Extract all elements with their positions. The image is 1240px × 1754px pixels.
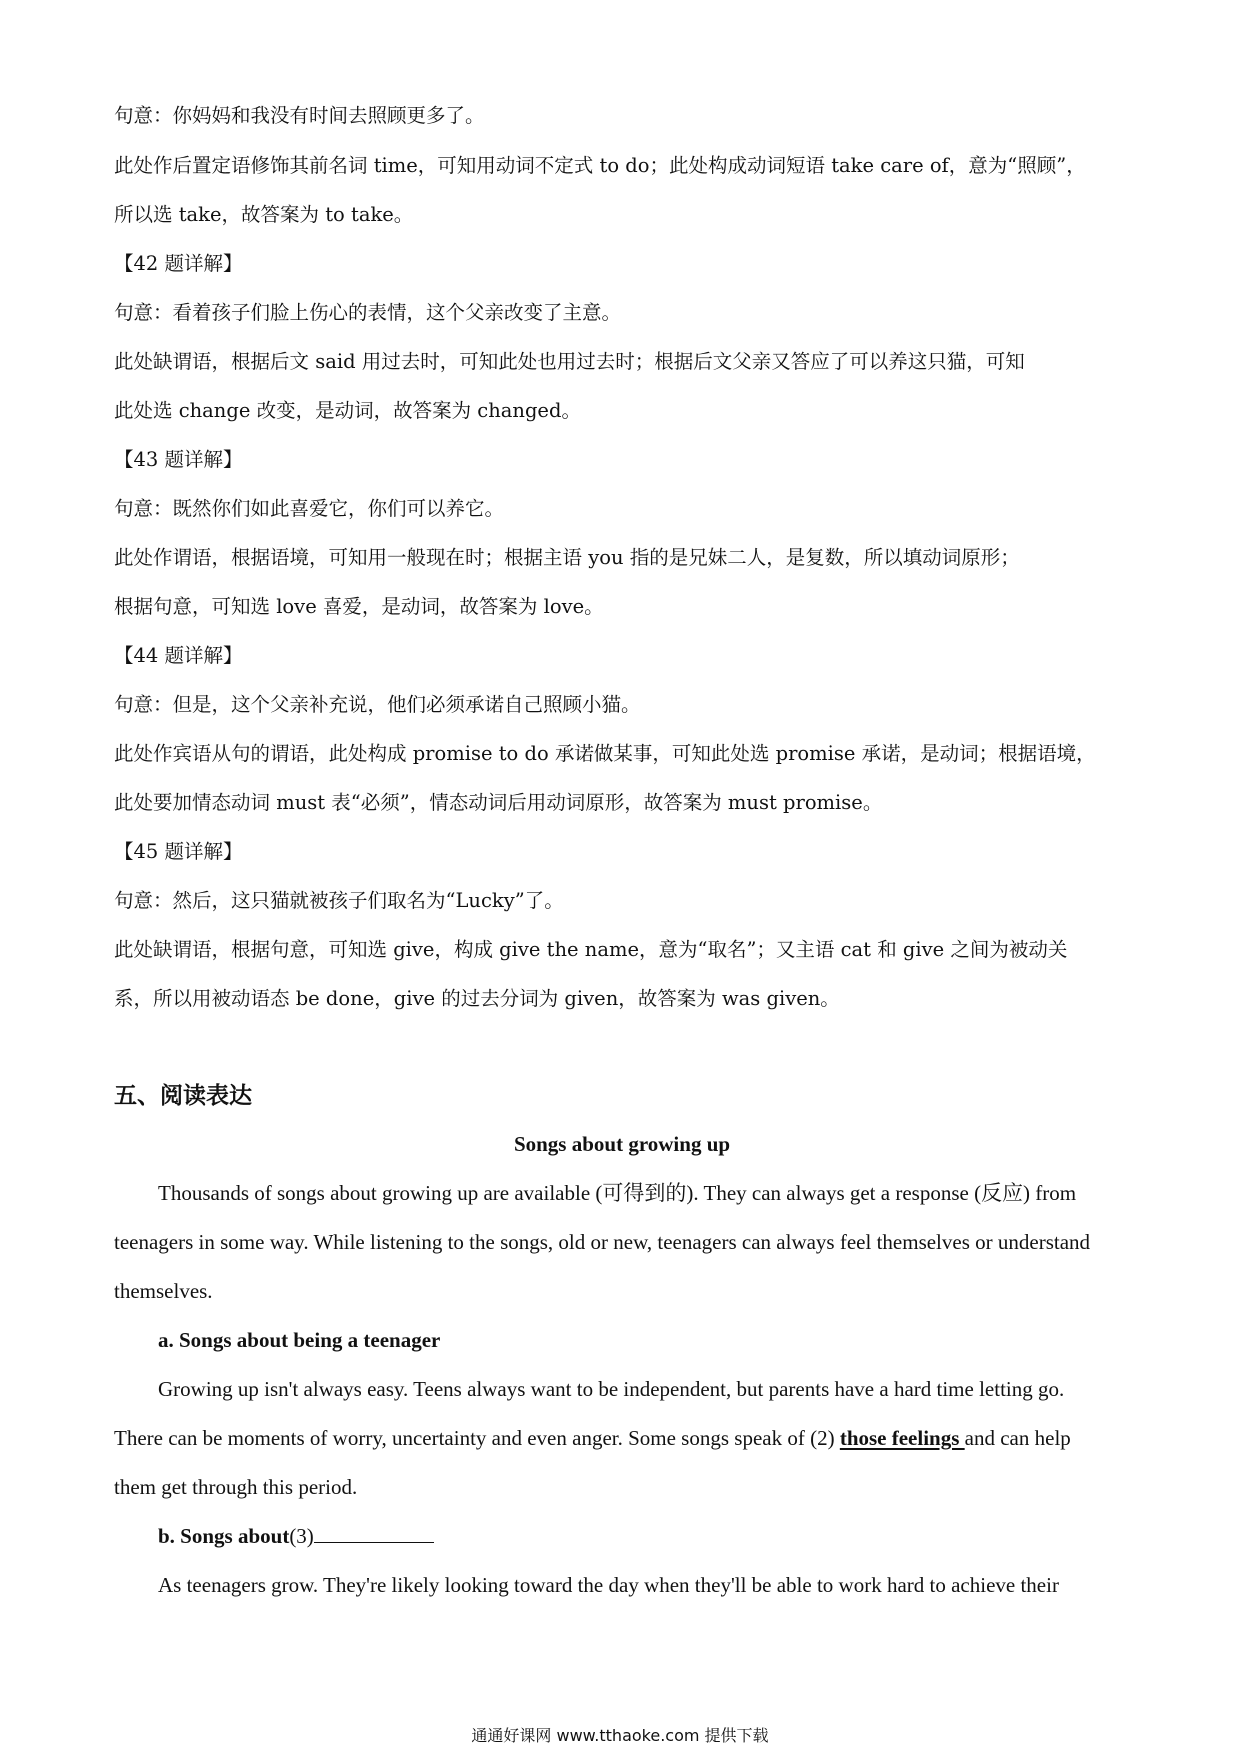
q42-analysis-line-1: 此处缺谓语，根据后文 said 用过去时，可知此处也用过去时；根据后文父亲又答应了可以养这只猫，可知 [114,350,1025,373]
para-a-line-2-post: and can help [964,1426,1071,1450]
passage-title: Songs about growing up [513,1132,731,1156]
subheading-b [158,1521,1130,1551]
q41-analysis-line-1: 此处作后置定语修饰其前名词 time，可知用动词不定式 to do；此处构成动词短语 take care of，意为“照顾”， [114,154,1086,177]
q44-meaning: 句意：但是，这个父亲补充说，他们必须承诺自己照顾小猫。 [114,693,641,716]
q45-header: 【45 题详解】 [114,840,243,863]
q45-meaning: 句意：然后，这只猫就被孩子们取名为“Lucky”了。 [114,889,564,912]
para-a-line-1: Growing up isn't always easy. Teens always want to be independent, but parents have a hard time letting go. [158,1377,1065,1401]
intro-line-2: teenagers in some way. While listening to the songs, old or new, teenagers can always feel themselves or understand [114,1230,1091,1254]
q42-analysis-line-2: 此处选 change 改变，是动词，故答案为 changed。 [114,399,581,422]
q45-analysis-line-2: 系，所以用被动语态 be done，give 的过去分词为 given，故答案为 was given。 [114,987,840,1010]
subheading-b-label: b. Songs about [158,1524,290,1548]
intro-line-1: Thousands of songs about growing up are available (可得到的). They can always get a response (反应) from [158,1181,1077,1205]
q44-analysis-line-2: 此处要加情态动词 must 表“必须”，情态动词后用动词原形，故答案为 must promise。 [114,791,883,814]
q43-analysis-line-2: 根据句意，可知选 love 喜爱，是动词，故答案为 love。 [114,595,604,618]
answer-blank[interactable] [314,1524,434,1543]
q45-analysis-line-1: 此处缺谓语，根据句意，可知选 give，构成 give the name，意为“取名”；又主语 cat 和 give 之间为被动关 [114,938,1068,961]
q41-analysis-line-2: 所以选 take，故答案为 to take。 [114,203,414,226]
q41-meaning: 句意：你妈妈和我没有时间去照顾更多了。 [114,104,485,127]
para-b-line-1: As teenagers grow. They're likely looking toward the day when they'll be able to work hard to achieve their [158,1573,1059,1597]
para-a-line-2-pre: There can be moments of worry, uncertainty and even anger. Some songs speak of (2) [114,1426,840,1450]
para-a-line-2 [114,1423,1130,1453]
q44-header: 【44 题详解】 [114,644,243,667]
q42-meaning: 句意：看着孩子们脸上伤心的表情，这个父亲改变了主意。 [114,301,622,324]
q43-meaning: 句意：既然你们如此喜爱它，你们可以养它。 [114,497,505,520]
subheading-a-text: a. Songs about being a teenager [158,1328,441,1352]
q44-analysis-line-1: 此处作宾语从句的谓语，此处构成 promise to do 承诺做某事，可知此处选 promise 承诺，是动词；根据语境， [114,742,1096,765]
underlined-phrase: those feelings [839,1426,965,1450]
para-a-line-3: them get through this period. [114,1475,358,1499]
section-heading: 五、阅读表达 [114,1083,252,1109]
footer-source: 通通好课网 www.tthaoke.com 提供下载 [471,1726,769,1745]
subheading-b-number: (3) [289,1524,314,1548]
q43-analysis-line-1: 此处作谓语，根据语境，可知用一般现在时；根据主语 you 指的是兄妹二人，是复数，所以填动词原形； [114,546,1020,569]
subheading-a [158,1325,1130,1355]
q42-header: 【42 题详解】 [114,252,243,275]
intro-line-3: themselves. [114,1279,213,1303]
q43-header: 【43 题详解】 [114,448,243,471]
